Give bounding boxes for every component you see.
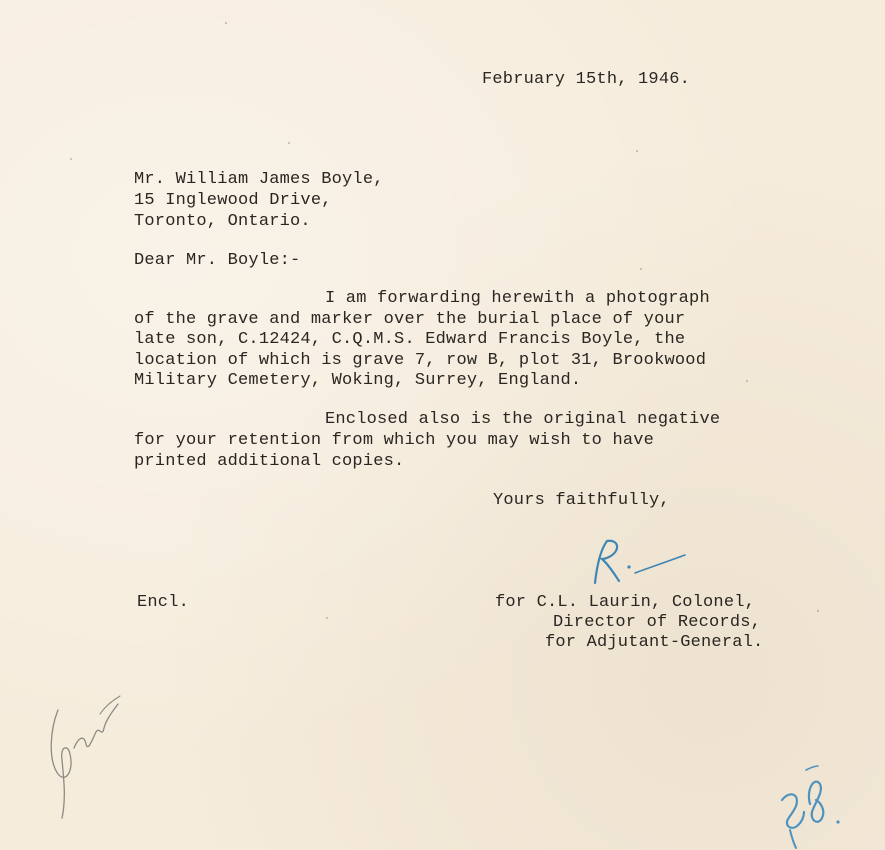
- enclosure-note: Encl.: [137, 593, 190, 612]
- pencil-annotation: [40, 690, 135, 825]
- paragraph1-line: Military Cemetery, Woking, Surrey, England.: [134, 371, 582, 390]
- paragraph2-line: printed additional copies.: [134, 452, 405, 471]
- paper-speck: [288, 142, 290, 144]
- signature-line: Director of Records,: [553, 613, 762, 632]
- blue-pencil-annotation: [770, 760, 850, 850]
- paper-speck: [640, 268, 642, 270]
- paragraph1-line: late son, C.12424, C.Q.M.S. Edward Francis Boyle, the: [134, 330, 686, 349]
- letter-date: February 15th, 1946.: [482, 70, 691, 89]
- recipient-street: 15 Inglewood Drive,: [134, 191, 332, 210]
- paper-speck: [326, 617, 328, 619]
- paragraph1-line: of the grave and marker over the burial place of your: [134, 310, 686, 329]
- closing: Yours faithfully,: [493, 491, 670, 510]
- paper-speck: [225, 22, 227, 24]
- paper-speck: [817, 610, 819, 612]
- signature-line: for Adjutant-General.: [545, 633, 764, 652]
- salutation: Dear Mr. Boyle:-: [134, 251, 301, 270]
- paper-speck: [746, 380, 748, 382]
- recipient-name: Mr. William James Boyle,: [134, 170, 384, 189]
- handwritten-initial-signature: [585, 535, 695, 595]
- recipient-city: Toronto, Ontario.: [134, 212, 311, 231]
- paragraph1-line: I am forwarding herewith a photograph: [325, 289, 710, 308]
- paper-speck: [636, 150, 638, 152]
- paragraph2-line: for your retention from which you may wish to have: [134, 431, 655, 450]
- signature-line: for C.L. Laurin, Colonel,: [495, 593, 756, 612]
- paragraph1-line: location of which is grave 7, row B, plot 31, Brookwood: [134, 351, 707, 370]
- paragraph2-line: Enclosed also is the original negative: [325, 410, 721, 429]
- paper-speck: [70, 158, 72, 160]
